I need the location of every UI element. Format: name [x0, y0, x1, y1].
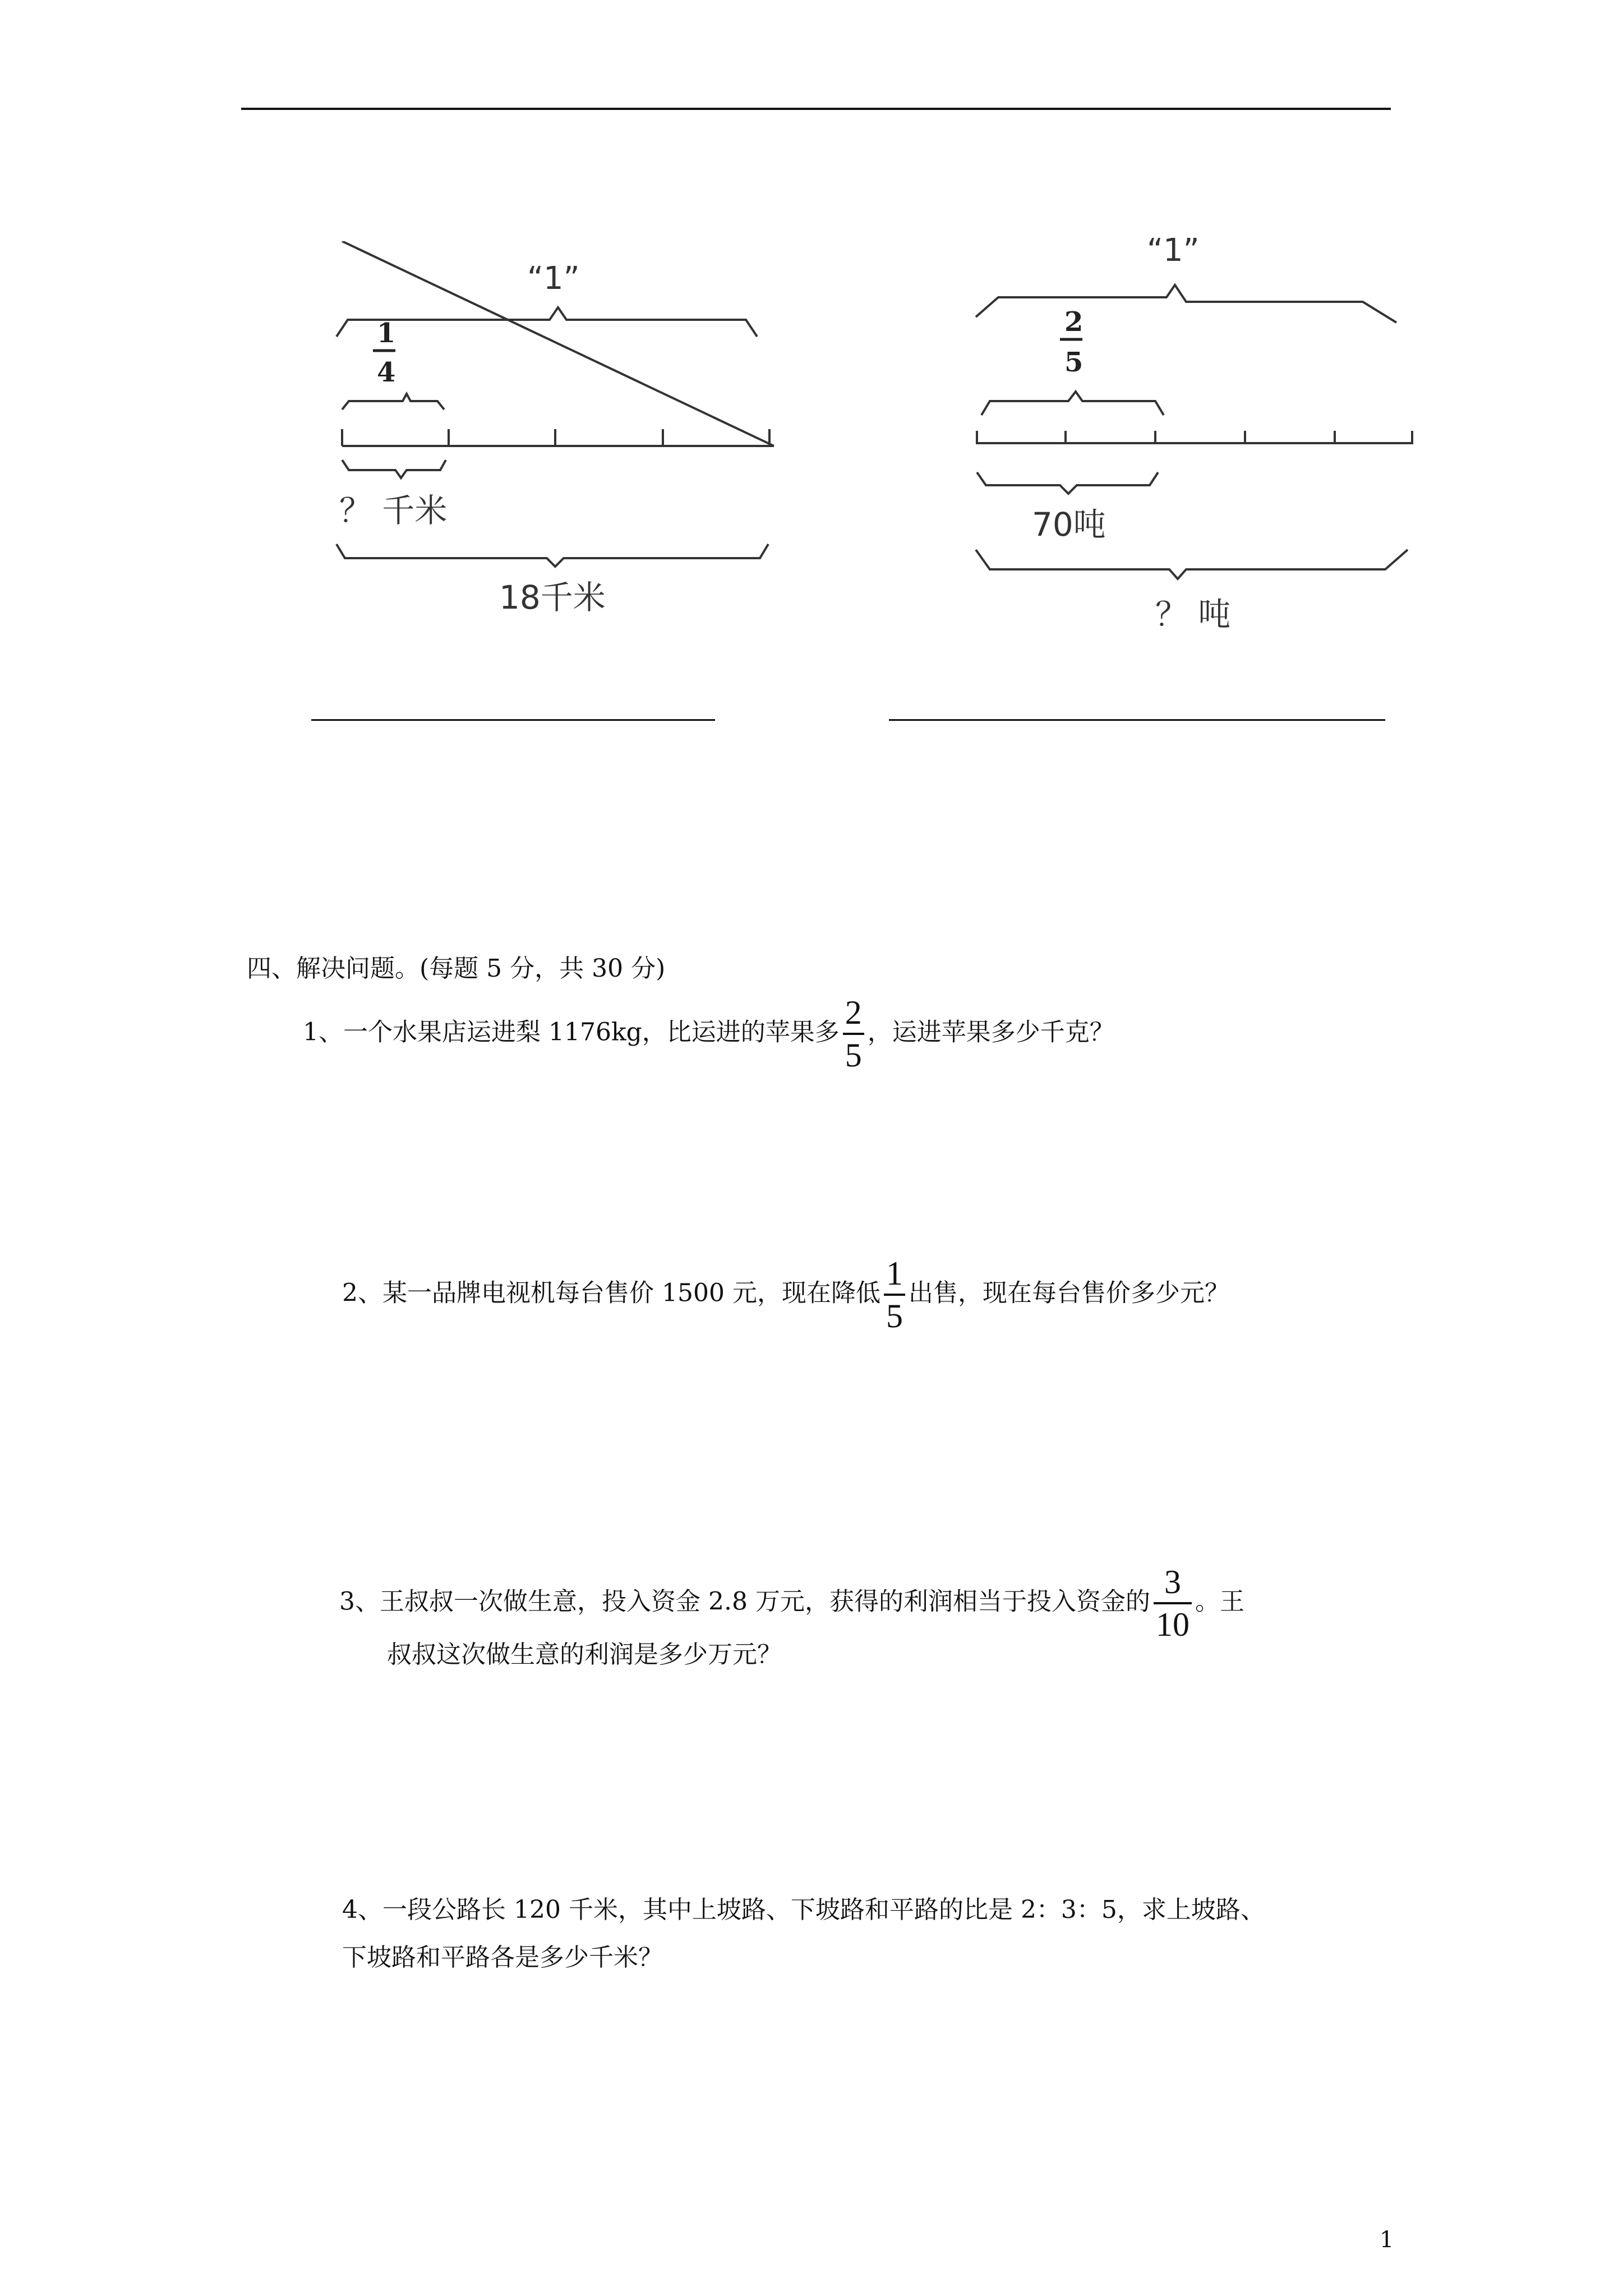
line-diagram-right — [953, 219, 1436, 645]
fraction-numerator: 1 — [377, 318, 396, 349]
fraction-label-quarter — [373, 318, 395, 388]
header-rule — [241, 108, 1391, 110]
problem-number: 3、 — [339, 1587, 380, 1616]
fraction-denominator: 5 — [845, 1037, 862, 1074]
answer-line-left[interactable] — [311, 719, 715, 721]
problem-1 — [303, 996, 1114, 1072]
problem-3-line-2: 叔叔这次做生意的利润是多少万元？ — [387, 1640, 782, 1669]
whole-label: “1” — [527, 260, 580, 297]
fraction-denominator: 4 — [377, 357, 396, 388]
problem-text: 一段公路长 120 千米，其中上坡路、下坡路和平路的比是 2：3：5，求上坡路、 — [382, 1895, 1265, 1924]
problem-number: 1、 — [303, 1018, 343, 1047]
part-label: ？ 千米 — [339, 491, 448, 530]
fraction-label-two-fifths — [1060, 306, 1083, 378]
problem-4 — [342, 1885, 1265, 1935]
problem-text-after: 。王 — [1195, 1587, 1244, 1616]
problem-text-after: 出售，现在每台售价多少元？ — [908, 1278, 1229, 1308]
problem-text: 一个水果店运进梨 1176kg，比运进的苹果多 — [343, 1018, 840, 1047]
answer-line-right[interactable] — [889, 719, 1385, 721]
problem-number: 2、 — [342, 1278, 382, 1308]
problem-number: 4、 — [342, 1895, 382, 1924]
fraction-numerator: 2 — [843, 996, 864, 1035]
total-label: ？ 吨 — [1155, 595, 1231, 633]
fraction-numerator: 3 — [1154, 1565, 1192, 1604]
fraction — [1154, 1565, 1192, 1641]
problem-text: 某一品牌电视机每台售价 1500 元，现在降低 — [382, 1278, 880, 1308]
line-diagram-left — [314, 241, 796, 634]
problem-4-line-2: 下坡路和平路各是多少千米？ — [342, 1943, 663, 1972]
whole-label: “1” — [1147, 232, 1200, 269]
fraction — [884, 1257, 905, 1333]
problem-text-after: ，运进苹果多少千克？ — [867, 1018, 1114, 1047]
fraction-denominator: 5 — [1064, 347, 1083, 378]
problem-text: 王叔叔一次做生意，投入资金 2.8 万元，获得的利润相当于投入资金的 — [380, 1587, 1150, 1616]
fraction-numerator: 2 — [1064, 306, 1083, 338]
fraction-denominator: 10 — [1155, 1606, 1189, 1643]
total-label: 18千米 — [499, 578, 606, 616]
fraction — [843, 996, 864, 1072]
part-label: 70吨 — [1032, 505, 1106, 544]
problem-2 — [342, 1257, 1229, 1333]
fraction-denominator: 5 — [886, 1297, 903, 1335]
section-title: 四、解决问题。(每题 5 分，共 30 分) — [247, 954, 666, 983]
page-number: 1 — [1380, 2227, 1394, 2253]
fraction-numerator: 1 — [884, 1257, 905, 1296]
